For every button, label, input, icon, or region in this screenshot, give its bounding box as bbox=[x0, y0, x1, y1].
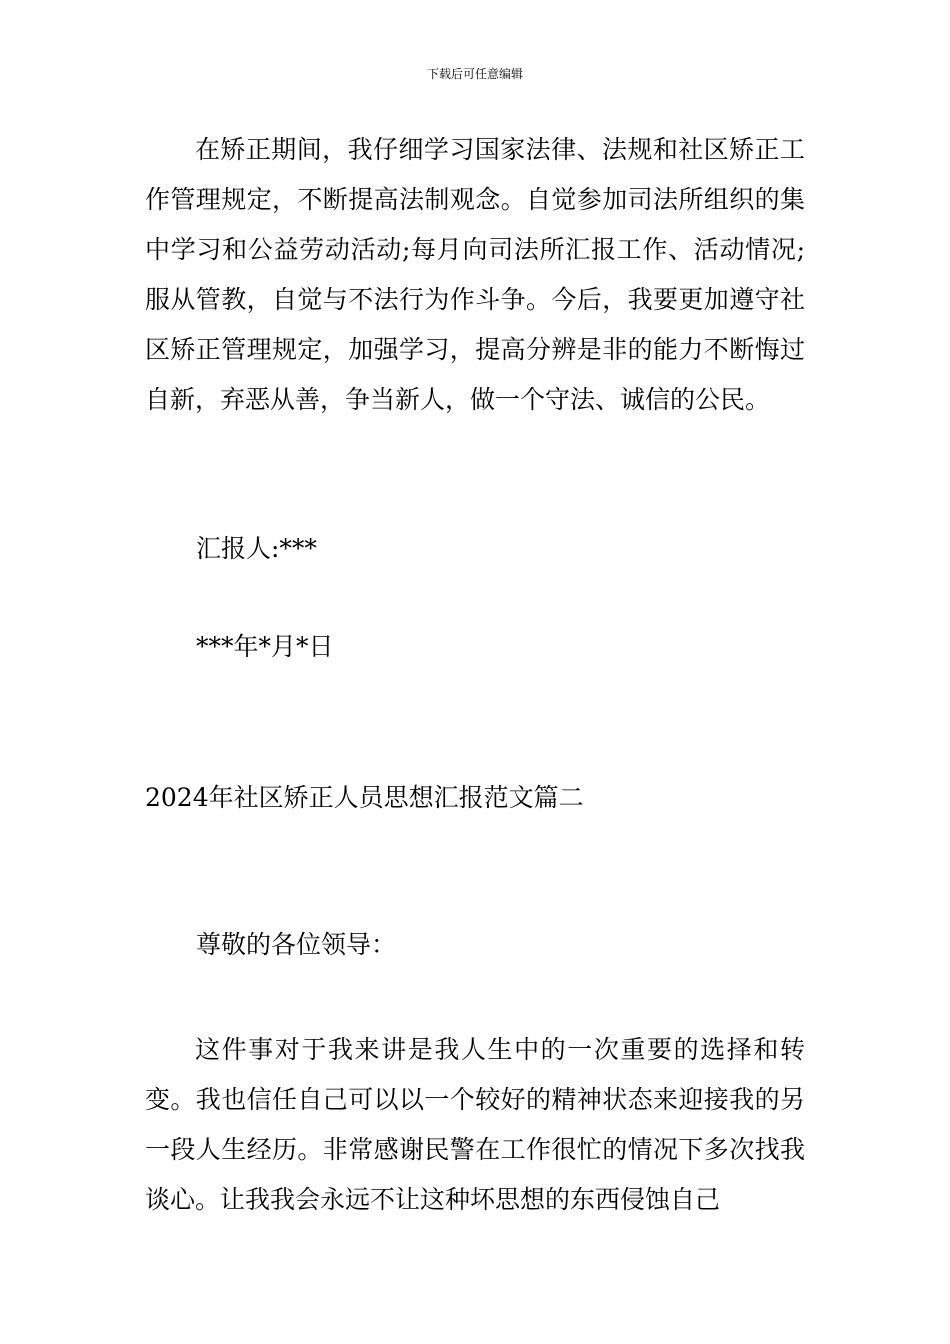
reporter-line: 汇报人:*** bbox=[196, 534, 317, 563]
body-paragraph-1: 在矫正期间，我仔细学习国家法律、法规和社区矫正工作管理规定，不断提高法制观念。自觉参加司法所组织的集中学习和公益劳动活动;每月向司法所汇报工作、活动情况;服从管教，自觉与不法行为作斗争。今后，我要更加遵守社区矫正管理规定，加强学习，提高分辨是非的能力不断悔过自新，弃恶从善，争当新人，做一个守法、诚信的公民。 bbox=[145, 135, 805, 414]
page-header-note: 下载后可任意编辑 bbox=[426, 67, 523, 81]
salutation: 尊敬的各位领导： bbox=[196, 930, 397, 959]
body-paragraph-2: 这件事对于我来讲是我人生中的一次重要的选择和转变。我也信任自己可以以一个较好的精神状态来迎接我的另一段人生经历。非常感谢民警在工作很忙的情况下多次找我谈心。让我我会永远不让这种坏思想的东西侵蚀自己 bbox=[145, 1035, 805, 1214]
section-title: 2024年社区矫正人员思想汇报范文篇二 bbox=[145, 783, 584, 812]
date-line: ***年*月*日 bbox=[196, 632, 334, 661]
